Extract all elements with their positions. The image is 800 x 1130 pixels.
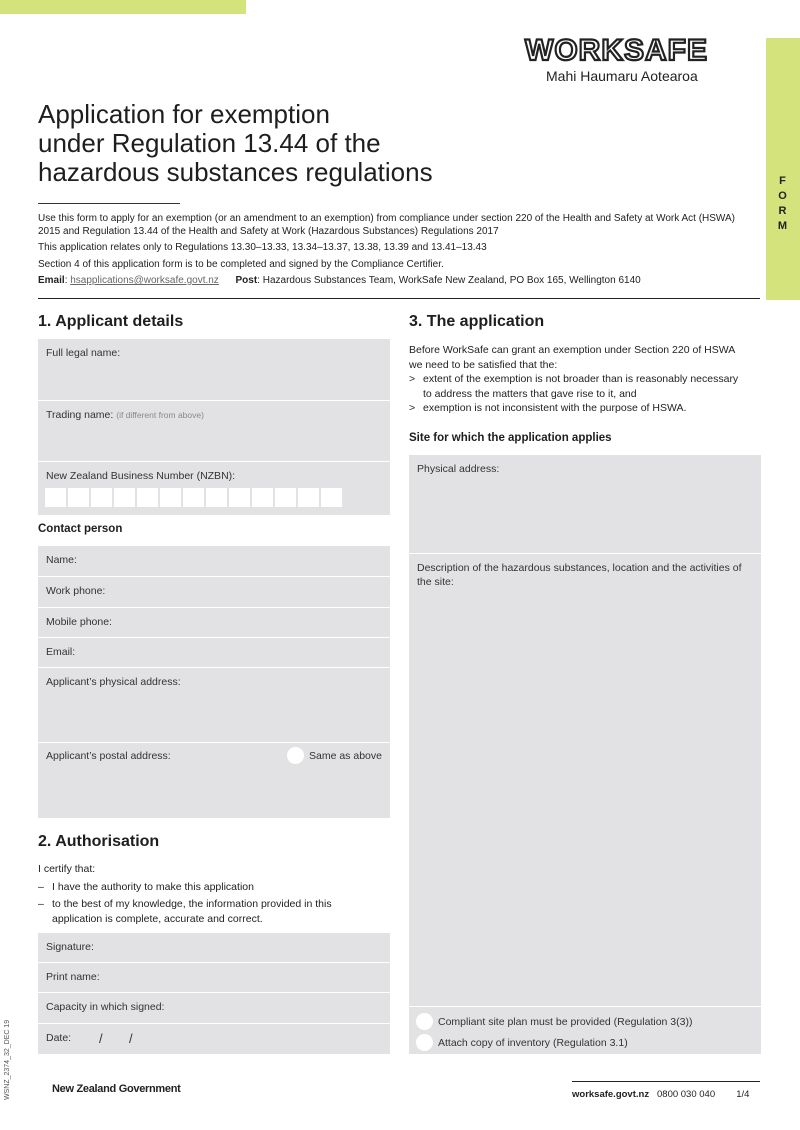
date-label: Date: <box>46 1032 72 1044</box>
title-line-2: under Regulation 13.44 of the <box>38 128 381 158</box>
nzbn-digit-box[interactable] <box>252 488 273 507</box>
nz-government-logo: New Zealand Government <box>52 1083 181 1095</box>
mobile-phone-label: Mobile phone: <box>46 616 112 628</box>
nzbn-digit-box[interactable] <box>183 488 204 507</box>
contact-email-field[interactable] <box>38 638 390 667</box>
date-field[interactable] <box>38 1024 390 1054</box>
nzbn-digit-box[interactable] <box>275 488 296 507</box>
authorisation-bullet: – I have the authority to make this application <box>38 880 254 893</box>
title-line-3: hazardous substances regulations <box>38 157 433 187</box>
trading-name-label: Trading name: <box>46 409 114 421</box>
section3-heading: 3. The application <box>409 313 545 330</box>
print-name-label: Print name: <box>46 971 100 983</box>
page-number: 1/4 <box>736 1089 750 1100</box>
date-separator: / <box>99 1031 103 1046</box>
nzbn-digit-box[interactable] <box>114 488 135 507</box>
logo-tagline: Mahi Haumaru Aotearoa <box>546 68 698 84</box>
site-description-field[interactable] <box>409 554 761 1054</box>
requirement-bullet: > exemption is not inconsistent with the purpose of HSWA. <box>409 402 687 414</box>
section2-heading: 2. Authorisation <box>38 833 160 850</box>
nzbn-digit-box[interactable] <box>321 488 342 507</box>
site-physical-address-field[interactable] <box>409 455 761 553</box>
nzbn-digit-box[interactable] <box>91 488 112 507</box>
page-title <box>38 100 538 187</box>
contact-person-heading: Contact person <box>38 523 123 535</box>
requirement-bullet: > extent of the exemption is not broader than is reasonably necessary to address the matters that gave rise to it, and <box>409 373 739 400</box>
intro-purpose: Use this form to apply for an exemption (or an amendment to an exemption) from compliance under section 220 of the Health and Safety at Work Act (HSWA) 2015 and Regulation 13.44 of the Health and Safety at Work (Hazardous Substances) Regulations 2017 <box>38 213 736 237</box>
email-link[interactable]: hsapplications@worksafe.govt.nz <box>70 275 219 286</box>
nzbn-digit-box[interactable] <box>68 488 89 507</box>
inventory-label: Attach copy of inventory (Regulation 3.1) <box>438 1037 628 1049</box>
form-tab-label: F O R M <box>777 175 789 232</box>
worksafe-logo <box>525 34 735 84</box>
site-plan-label: Compliant site plan must be provided (Regulation 3(3)) <box>438 1016 693 1028</box>
requirement-purpose: exemption is not inconsistent with the purpose of HSWA. <box>423 402 687 414</box>
print-name-field[interactable] <box>38 963 390 992</box>
signature-field[interactable] <box>38 933 390 962</box>
site-heading: Site for which the application applies <box>409 432 612 444</box>
site-plan-radio[interactable] <box>416 1013 433 1030</box>
same-as-above-radio[interactable] <box>287 747 304 764</box>
footer-divider <box>572 1081 760 1082</box>
work-phone-field[interactable] <box>38 577 390 607</box>
footer-info <box>572 1089 749 1100</box>
full-legal-name-field[interactable] <box>38 339 390 400</box>
contact-email-label: Email: <box>46 646 76 658</box>
contact-name-field[interactable] <box>38 546 390 576</box>
inventory-radio[interactable] <box>416 1034 433 1051</box>
same-as-above-label: Same as above <box>309 750 382 762</box>
header-divider <box>38 298 760 299</box>
applicant-physical-address-label: Applicant’s physical address: <box>46 676 181 688</box>
title-divider <box>38 203 180 204</box>
form-code: WSNZ_2374_32_DEC 19 <box>4 1019 11 1100</box>
site-physical-address-label: Physical address: <box>417 463 500 475</box>
signature-label: Signature: <box>46 941 94 953</box>
footer-phone: 0800 030 040 <box>657 1089 716 1100</box>
nzbn-digit-box[interactable] <box>160 488 181 507</box>
contact-name-label: Name: <box>46 554 77 566</box>
application-requirements <box>409 343 739 416</box>
date-separator: / <box>129 1031 133 1046</box>
capacity-field[interactable] <box>38 993 390 1023</box>
authorisation-bullet: – to the best of my knowledge, the information provided in this application is complete, accurate and correct. <box>38 897 378 926</box>
intro-section4-note: Section 4 of this application form is to be completed and signed by the Compliance Certifier. <box>38 258 444 270</box>
trading-name-hint: (if different from above) <box>116 410 204 420</box>
requirement-extent: extent of the exemption is not broader than is reasonably necessary to address the matters that gave rise to it, and <box>423 373 739 400</box>
certify-intro: I certify that: <box>38 863 96 875</box>
title-line-1: Application for exemption <box>38 99 330 129</box>
nzbn-digit-box[interactable] <box>45 488 66 507</box>
contact-line: Email: hsapplications@worksafe.govt.nz Post: Hazardous Substances Team, WorkSafe New Zealand, PO Box 165, Wellington 6140 <box>38 275 641 286</box>
nzbn-digit-box[interactable] <box>206 488 227 507</box>
capacity-label: Capacity in which signed: <box>46 1001 165 1013</box>
trading-name-field[interactable] <box>38 401 390 461</box>
section1-heading: 1. Applicant details <box>38 313 184 330</box>
form-side-tab <box>766 38 800 300</box>
applicant-postal-address-label: Applicant’s postal address: <box>46 750 171 762</box>
applicant-physical-address-field[interactable] <box>38 668 390 742</box>
accuracy-statement: to the best of my knowledge, the information provided in this application is complete, accurate and correct. <box>52 898 332 925</box>
site-description-label: Description of the hazardous substances, location and the activities of the site: <box>417 562 742 588</box>
nzbn-label: New Zealand Business Number (NZBN): <box>46 470 236 482</box>
nzbn-digit-box[interactable] <box>137 488 158 507</box>
authority-statement: I have the authority to make this application <box>52 880 254 893</box>
nzbn-digit-box[interactable] <box>229 488 250 507</box>
nzbn-digit-box[interactable] <box>298 488 319 507</box>
post-address: Hazardous Substances Team, WorkSafe New Zealand, PO Box 165, Wellington 6140 <box>262 275 641 286</box>
intro-scope: This application relates only to Regulations 13.30–13.33, 13.34–13.37, 13.38, 13.39 and 13.41–13.43 <box>38 242 487 253</box>
requirements-intro: Before WorkSafe can grant an exemption under Section 220 of HSWA we need to be satisfied that the: <box>409 344 735 371</box>
authorisation-text <box>38 862 378 926</box>
logo-wordmark: WORKSAFE <box>525 34 708 67</box>
full-legal-name-label: Full legal name: <box>46 347 121 359</box>
work-phone-label: Work phone: <box>46 585 106 597</box>
intro-text <box>38 213 738 292</box>
nzbn-digit-boxes <box>45 488 342 507</box>
email-label: Email <box>38 275 65 286</box>
footer-website[interactable]: worksafe.govt.nz <box>572 1089 650 1100</box>
attachments-divider <box>409 1006 761 1007</box>
post-label: Post <box>235 275 258 286</box>
top-accent-bar <box>0 0 246 14</box>
mobile-phone-field[interactable] <box>38 608 390 637</box>
